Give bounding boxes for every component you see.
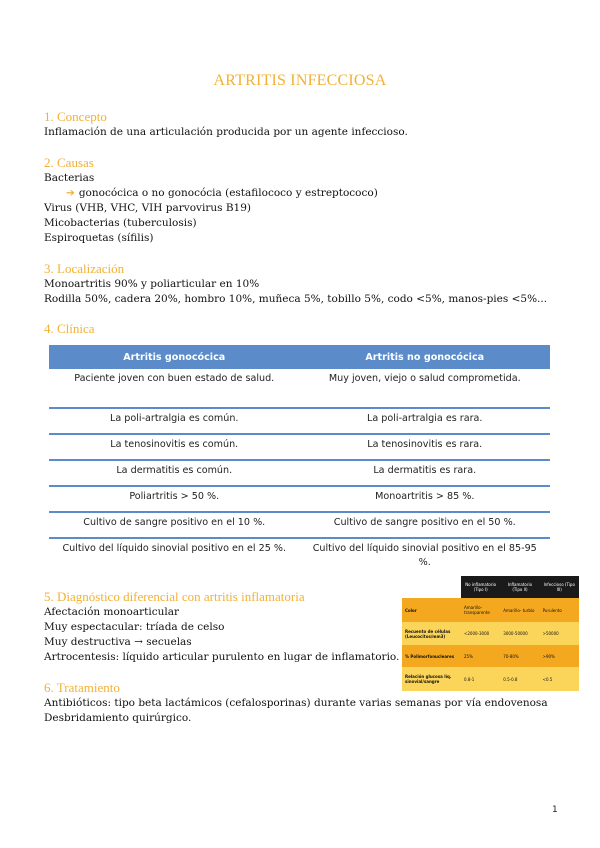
table-cell: Purulento <box>540 598 579 622</box>
table-row <box>49 539 550 569</box>
table-cell: La tenosinovitis es rara. <box>367 439 483 450</box>
heading-diagnostico: 5. Diagnóstico diferencial con artritis inflamatoria <box>44 589 305 604</box>
heading-causas: 2. Causas <box>44 155 94 170</box>
section-clinica <box>44 321 564 337</box>
table-cell: Cultivo de sangre positivo en el 50 %. <box>333 517 516 528</box>
table-row <box>49 369 550 409</box>
table-row <box>402 622 579 645</box>
concepto-text: Inflamación de una articulación producida por un agente infeccioso. <box>44 126 408 138</box>
table-cell: Poliartritis > 50 %. <box>129 491 220 502</box>
table-row <box>49 513 550 539</box>
table-cell: 0.5-0.8 <box>500 667 539 691</box>
section-localizacion <box>44 261 564 307</box>
table-cell: Paciente joven con buen estado de salud. <box>74 373 275 384</box>
diagnostico-line-4: Artrocentesis: líquido articular purulento en lugar de inflamatorio. <box>44 651 400 663</box>
heading-tratamiento: 6. Tratamiento <box>44 680 120 695</box>
table-cell: >90% <box>540 645 579 667</box>
causa-bacterias: Bacterias <box>44 172 95 184</box>
table-cell: Muy joven, viejo o salud comprometida. <box>328 373 521 384</box>
table-cell: Amarillo- turbio <box>500 598 539 622</box>
table-cell: Cultivo del líquido sinovial positivo en el 25 %. <box>62 543 287 554</box>
table-row <box>402 576 579 598</box>
table-cell: La poli-artralgia es común. <box>110 413 239 424</box>
localizacion-line-1: Monoartritis 90% y poliarticular en 10% <box>44 278 260 290</box>
table-cell: Relación glucosa líq. sinovial/sangre <box>402 667 461 691</box>
table-cell: La poli-artralgia es rara. <box>367 413 483 424</box>
tratamiento-line-1: Antibióticos: tipo beta lactámicos (cefalosporinas) durante varias semanas por vía endovenosa <box>44 697 548 709</box>
table-cell: Cultivo de sangre positivo en el 10 %. <box>83 517 266 528</box>
table-row <box>49 409 550 435</box>
header-no-gonococica: Artritis no gonocócica <box>365 351 485 363</box>
table-cell: 25% <box>461 645 500 667</box>
table-row <box>49 487 550 513</box>
section-diagnostico <box>44 589 400 665</box>
table-cell: % Polimorfonucleares <box>402 645 461 667</box>
heading-concepto: 1. Concepto <box>44 109 107 124</box>
table-cell: Infeccioso (Tipo III) <box>540 576 579 598</box>
table-cell: Color <box>402 598 461 622</box>
table-cell: Recuento de células (Leucocitos/mm3) <box>402 622 461 645</box>
table-cell: <0.5 <box>540 667 579 691</box>
table-cell: >50000 <box>540 622 579 645</box>
heading-localizacion: 3. Localización <box>44 261 125 276</box>
causa-gonococica-text: gonocócica o no gonocócia (estafilococo y estreptococo) <box>78 187 378 199</box>
diagnostico-line-1: Afectación monoarticular <box>44 606 180 618</box>
table-cell: No inflamatorio (Tipo I) <box>461 576 500 598</box>
table-cell: 0.8-1 <box>461 667 500 691</box>
document-title: ARTRITIS INFECCIOSA <box>213 72 387 89</box>
diagnostico-line-2: Muy espectacular: tríada de celso <box>44 621 225 633</box>
section-concepto <box>44 109 564 140</box>
arrow-right-icon: ➔ <box>66 187 75 199</box>
heading-clinica: 4. Clínica <box>44 321 95 336</box>
diferencial-table <box>402 576 579 691</box>
table-cell: Inflamatorio (Tipo II) <box>500 576 539 598</box>
table-cell: La dermatitis es común. <box>116 465 233 476</box>
table-cell <box>402 576 461 598</box>
causa-espiroquetas: Espiroquetas (sífilis) <box>44 232 154 244</box>
table-cell: La dermatitis es rara. <box>373 465 477 476</box>
causa-micobacterias: Micobacterias (tuberculosis) <box>44 217 197 229</box>
causa-virus: Virus (VHB, VHC, VIH parvovirus B19) <box>44 202 252 214</box>
table-cell: 3000-50000 <box>500 622 539 645</box>
section-tratamiento <box>44 680 564 726</box>
table-cell: Amarillo- transparente <box>461 598 500 622</box>
table-row <box>402 598 579 622</box>
section-causas <box>44 155 564 246</box>
table-row <box>49 461 550 487</box>
table-cell: Monoartritis > 85 %. <box>375 491 475 502</box>
table-row <box>402 645 579 667</box>
header-gonococica: Artritis gonocócica <box>123 351 226 363</box>
table-row <box>49 435 550 461</box>
causa-gonococica <box>44 186 564 201</box>
clinica-table-header <box>49 345 550 369</box>
localizacion-line-2: Rodilla 50%, cadera 20%, hombro 10%, muñeca 5%, tobillo 5%, codo <5%, manos-pies <5%... <box>44 293 548 305</box>
page-number: 1 <box>552 805 558 815</box>
table-cell: Cultivo del líquido sinovial positivo en el 85-95 %. <box>312 543 537 568</box>
table-cell: La tenosinovitis es común. <box>110 439 239 450</box>
table-cell: <2000-3000 <box>461 622 500 645</box>
clinica-table <box>49 345 550 569</box>
diagnostico-line-3: Muy destructiva → secuelas <box>44 636 192 648</box>
table-cell: 70-80% <box>500 645 539 667</box>
tratamiento-line-2: Desbridamiento quirúrgico. <box>44 712 192 724</box>
